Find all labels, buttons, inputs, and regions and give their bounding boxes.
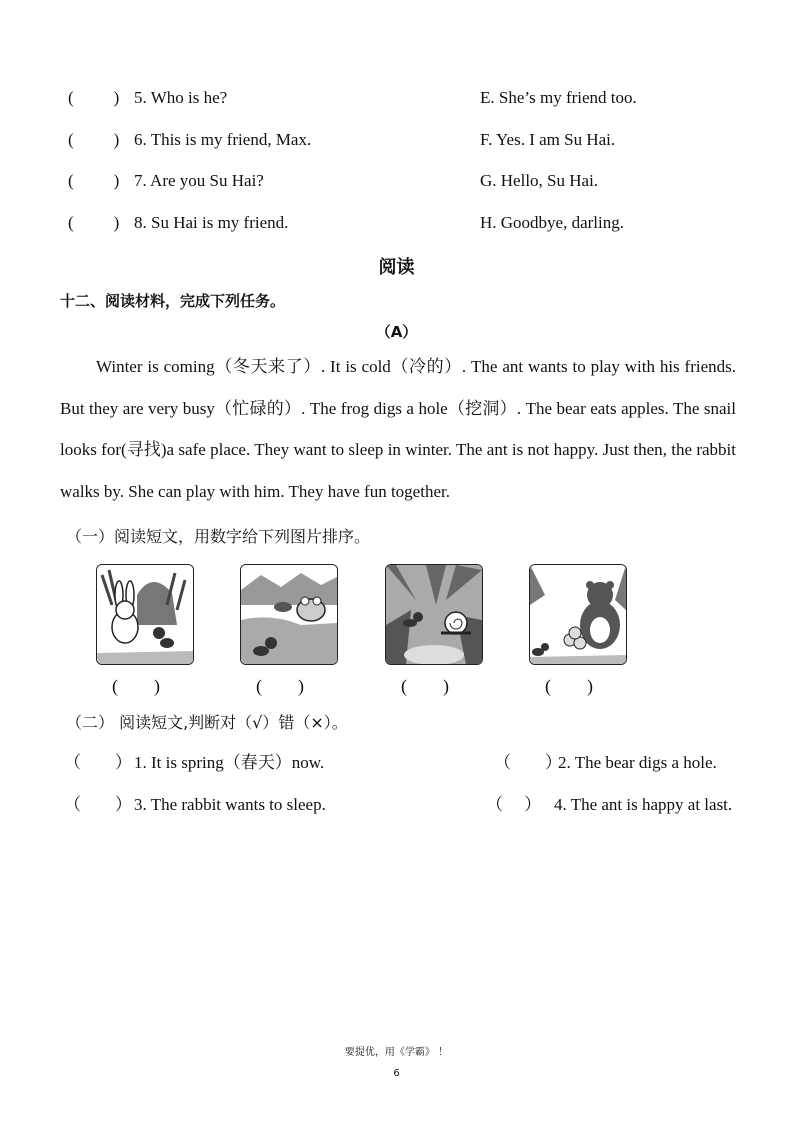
answer-option-e: E. She’s my friend too.	[480, 88, 637, 107]
snail-and-ant-picture	[385, 564, 483, 665]
match-row-8	[68, 212, 288, 234]
answer-paren[interactable]: ( )	[68, 88, 120, 107]
picture-order-blank-4[interactable]: ( )	[545, 676, 593, 696]
answer-paren[interactable]: （ ）	[64, 795, 132, 814]
question-text: 7. Are you Su Hai?	[134, 171, 264, 190]
answer-paren[interactable]: （ ）	[64, 753, 132, 772]
task-heading: 十二、阅读材料，完成下列任务。	[60, 292, 286, 310]
picture-order-blank-1[interactable]: ( )	[112, 676, 160, 696]
footer-slogan: 要提优，用《学霸》 ！	[344, 1047, 449, 1058]
tf-item-3	[64, 794, 326, 816]
statement-text: 1. It is spring（春天）now.	[134, 753, 325, 772]
match-row-7	[68, 170, 264, 192]
frog-and-ant-picture	[240, 564, 338, 665]
answer-option-h: H. Goodbye, darling.	[480, 213, 625, 232]
picture-order-blank-2[interactable]: ( )	[256, 676, 304, 696]
statement-text: 2. The bear digs a hole.	[558, 753, 717, 772]
part1-instruction: （一）阅读短文，用数字给下列图片排序。	[66, 527, 371, 546]
answer-paren[interactable]: （ ）	[486, 795, 542, 814]
reading-passage	[60, 346, 736, 512]
tf-item-2	[494, 752, 717, 774]
match-row-5	[68, 87, 227, 109]
question-text: 6. This is my friend, Max.	[134, 130, 312, 149]
tf-item-4	[486, 794, 732, 816]
answer-paren[interactable]: ( )	[68, 130, 120, 149]
answer-paren[interactable]: ( )	[68, 171, 120, 190]
page-number: 6	[393, 1068, 400, 1079]
part2-instruction: （二） 阅读短文,判断对（√）错（×）。	[66, 713, 348, 732]
statement-text: 3. The rabbit wants to sleep.	[134, 795, 326, 814]
picture-order-blank-3[interactable]: ( )	[401, 676, 449, 696]
section-title: 阅读	[378, 257, 415, 278]
rabbit-and-ant-picture	[96, 564, 194, 665]
statement-text: 4. The ant is happy at last.	[554, 795, 733, 814]
answer-option-g: G. Hello, Su Hai.	[480, 171, 599, 190]
answer-paren[interactable]: ( )	[68, 213, 120, 232]
question-text: 5. Who is he?	[134, 88, 228, 107]
answer-paren[interactable]: （ ）	[494, 753, 562, 772]
answer-option-f: F. Yes. I am Su Hai.	[480, 130, 616, 149]
passage-label: （A）	[375, 323, 418, 341]
passage-text: Winter is coming（冬天来了）. It is cold（冷的）. The ant wants to play with his friends. But they are very busy（忙碌的）. The frog digs a hole（挖洞）. The bear eats apples. The snail looks for(寻找)a safe place. They want to sleep in winter. The ant is not happy. Just then, the rabbit walks by. She can play with him. They have fun together.	[60, 357, 736, 501]
match-row-6	[68, 129, 311, 151]
bear-and-ant-picture	[529, 564, 627, 665]
tf-item-1	[64, 752, 324, 774]
question-text: 8. Su Hai is my friend.	[134, 213, 289, 232]
